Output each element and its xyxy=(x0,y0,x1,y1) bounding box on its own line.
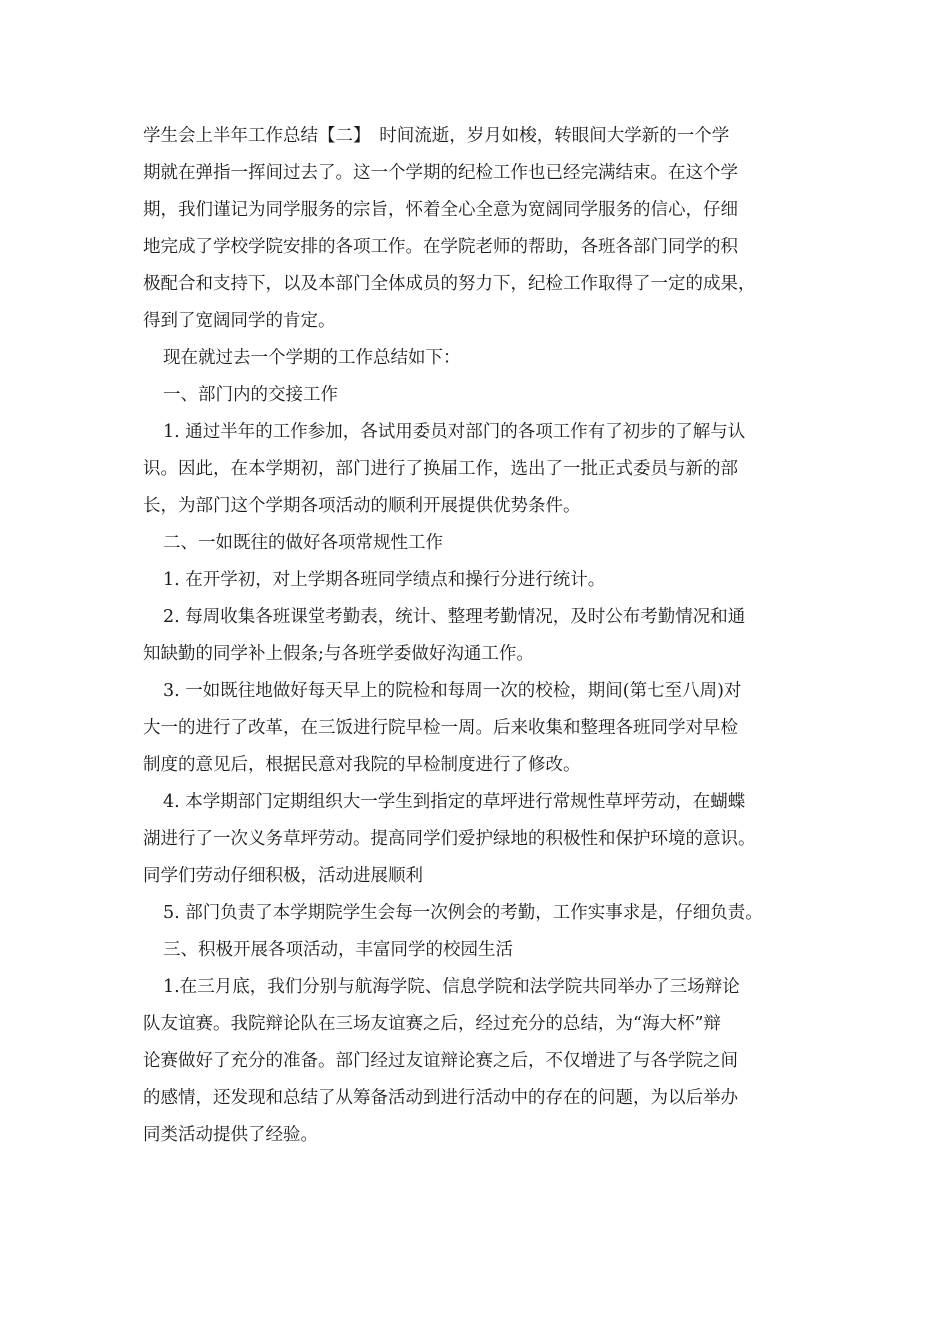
list-item-line: 长，为部门这个学期各项活动的顺利开展提供优势条件。 xyxy=(143,496,581,516)
paragraph-line: 期，我们谨记为同学服务的宗旨，怀着全心全意为宽阔同学服务的信心，仔细 xyxy=(143,200,738,220)
list-item-line: 制度的意见后，根据民意对我院的早检制度进行了修改。 xyxy=(143,755,581,775)
list-item-line: 5. 部门负责了本学期院学生会每一次例会的考勤，工作实事求是，仔细负责。 xyxy=(163,903,763,923)
paragraph-line: 地完成了学校学院安排的各项工作。在学院老师的帮助，各班各部门同学的积 xyxy=(143,237,738,257)
list-item-line: 1. 通过半年的工作参加，各试用委员对部门的各项工作有了初步的了解与认 xyxy=(163,422,746,442)
document-body xyxy=(143,118,823,1154)
paragraph-line: 现在就过去一个学期的工作总结如下： xyxy=(163,348,461,368)
paragraph-line: 期就在弹指一挥间过去了。这一个学期的纪检工作也已经完满结束。在这个学 xyxy=(143,163,738,183)
list-item-line: 4. 本学期部门定期组织大一学生到指定的草坪进行常规性草坪劳动，在蝴蝶 xyxy=(163,792,746,812)
paragraph-line: 学生会上半年工作总结【二】 时间流逝，岁月如梭，转眼间大学新的一个学 xyxy=(143,126,730,146)
section-heading: 二、一如既往的做好各项常规性工作 xyxy=(163,533,443,553)
list-item-line: 1.在三月底，我们分别与航海学院、信息学院和法学院共同举办了三场辩论 xyxy=(163,977,740,997)
list-item-line: 队友谊赛。我院辩论队在三场友谊赛之后，经过充分的总结，为“海大杯”辩 xyxy=(143,1014,721,1034)
list-item-line: 知缺勤的同学补上假条;与各班学委做好沟通工作。 xyxy=(143,644,534,664)
paragraph-line: 极配合和支持下，以及本部门全体成员的努力下，纪检工作取得了一定的成果， xyxy=(143,274,756,294)
list-item-line: 识。因此，在本学期初，部门进行了换届工作，选出了一批正式委员与新的部 xyxy=(143,459,738,479)
list-item-line: 的感情，还发现和总结了从筹备活动到进行活动中的存在的问题，为以后举办 xyxy=(143,1088,738,1108)
section-heading: 三、积极开展各项活动，丰富同学的校园生活 xyxy=(163,940,513,960)
section-heading: 一、部门内的交接工作 xyxy=(163,385,338,405)
list-item-line: 大一的进行了改革，在三饭进行院早检一周。后来收集和整理各班同学对早检 xyxy=(143,718,738,738)
list-item-line: 湖进行了一次义务草坪劳动。提高同学们爱护绿地的积极性和保护环境的意识。 xyxy=(143,829,756,849)
paragraph-line: 得到了宽阔同学的肯定。 xyxy=(143,311,336,331)
list-item-line: 论赛做好了充分的准备。部门经过友谊辩论赛之后，不仅增进了与各学院之间 xyxy=(143,1051,738,1071)
list-item-line: 3. 一如既往地做好每天早上的院检和每周一次的校检，期间(第七至八周)对 xyxy=(163,681,742,701)
list-item-line: 2. 每周收集各班课堂考勤表，统计、整理考勤情况，及时公布考勤情况和通 xyxy=(163,607,746,627)
list-item-line: 同类活动提供了经验。 xyxy=(143,1125,318,1145)
list-item-line: 同学们劳动仔细积极，活动进展顺利 xyxy=(143,866,423,886)
list-item-line: 1. 在开学初，对上学期各班同学绩点和操行分进行统计。 xyxy=(163,570,606,590)
